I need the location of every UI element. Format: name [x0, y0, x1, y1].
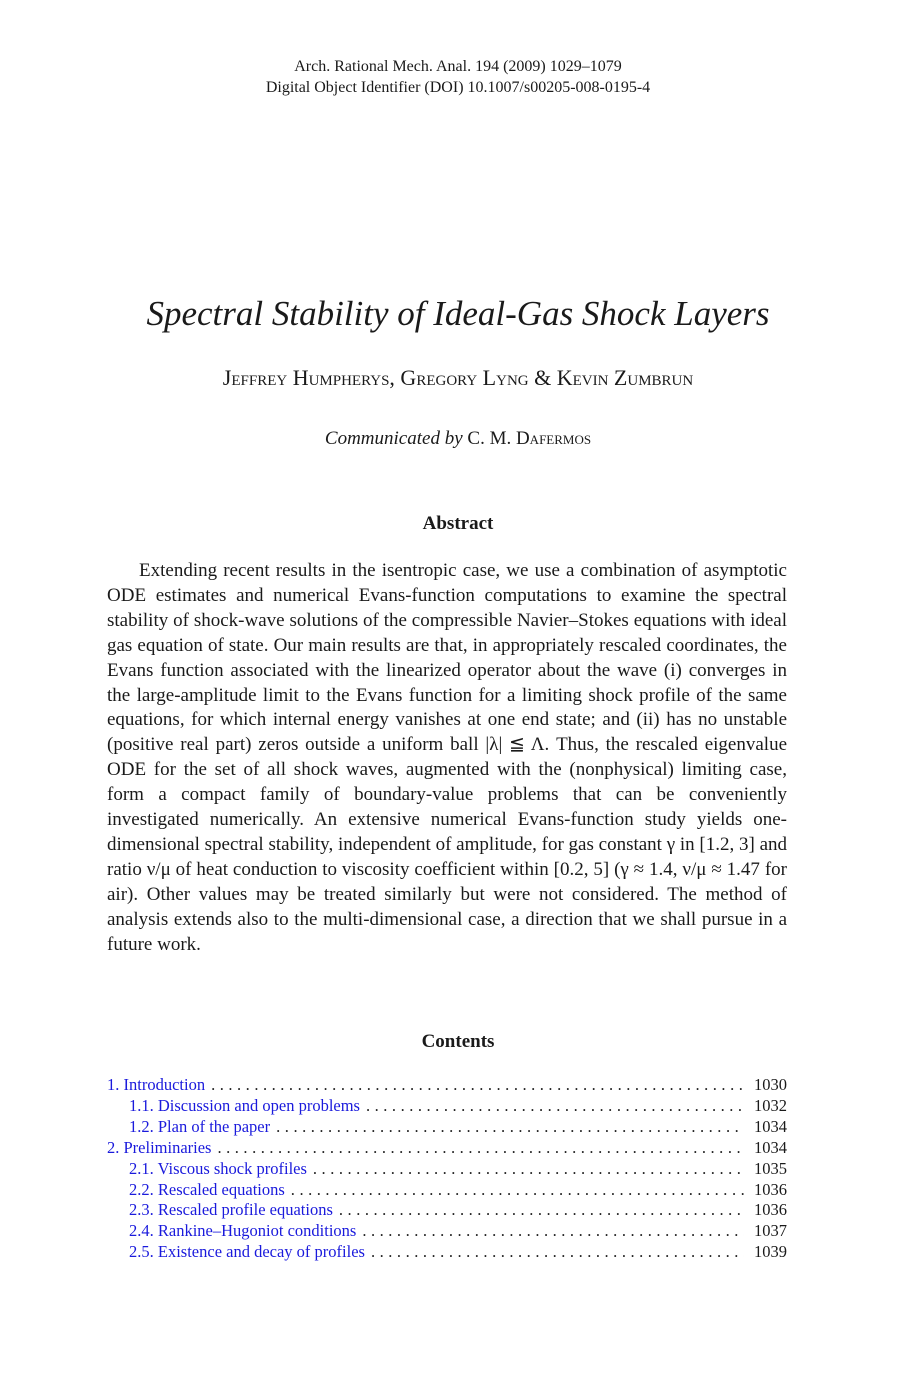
- toc-page-number: 1039: [754, 1242, 787, 1262]
- abstract-heading: Abstract: [422, 513, 494, 534]
- author-list: Jeffrey Humpherys, Gregory Lyng & Kevin Zumbrun: [222, 365, 694, 390]
- toc-entry[interactable]: [107, 1180, 787, 1201]
- toc-link[interactable]: 1.2. Plan of the paper: [129, 1116, 271, 1136]
- toc-entry[interactable]: [107, 1117, 787, 1138]
- toc-dot-leader: [291, 1180, 744, 1201]
- toc-dot-leader: [366, 1096, 744, 1117]
- toc-entry-label-wrapper: [107, 1096, 360, 1117]
- toc-dot-leader: [313, 1159, 744, 1180]
- toc-entry[interactable]: [107, 1075, 787, 1096]
- toc-entry[interactable]: [107, 1159, 787, 1180]
- table-of-contents: [107, 1075, 787, 1263]
- toc-page-number: 1035: [754, 1158, 787, 1178]
- toc-entry[interactable]: [107, 1200, 787, 1221]
- doi-line: Digital Object Identifier (DOI) 10.1007/s00205-008-0195-4: [265, 79, 651, 96]
- toc-page-number: 1034: [754, 1137, 787, 1157]
- toc-entry-label-wrapper: [107, 1159, 307, 1180]
- toc-page-number: 1032: [754, 1095, 787, 1115]
- toc-entry-label-wrapper: [107, 1221, 356, 1242]
- toc-entry-label-wrapper: [107, 1138, 211, 1159]
- journal-header: [0, 56, 916, 98]
- toc-page-number: 1030: [754, 1075, 787, 1094]
- toc-page-number: 1034: [754, 1116, 787, 1136]
- contents-heading: Contents: [421, 1031, 495, 1052]
- toc-link[interactable]: 2.3. Rescaled profile equations: [129, 1200, 333, 1220]
- toc-link[interactable]: 2. Preliminaries: [107, 1137, 212, 1157]
- communicating-editor: C. M. Dafermos: [467, 428, 592, 449]
- toc-dot-leader: [276, 1117, 744, 1138]
- toc-entry-label-wrapper: [107, 1075, 205, 1096]
- toc-link[interactable]: 1.1. Discussion and open problems: [129, 1095, 360, 1115]
- communicated-prefix: Communicated by: [324, 428, 463, 449]
- paper-title: Spectral Stability of Ideal-Gas Shock Layers: [146, 294, 770, 333]
- toc-dot-leader: [371, 1242, 744, 1263]
- toc-entry-label-wrapper: [107, 1180, 285, 1201]
- journal-citation: Arch. Rational Mech. Anal. 194 (2009) 1029–1079: [294, 58, 622, 75]
- toc-entry-label-wrapper: [107, 1200, 333, 1221]
- communicated-by: [0, 427, 916, 451]
- toc-dot-leader: [217, 1138, 744, 1159]
- abstract-text: Extending recent results in the isentropic case, we use a combination of asymptotic ODE estimates and numerical Evans-function computations to examine the spectral stability of shock-wave solutions of the compressible Navier–Stokes equations with ideal gas equation of state. Our main results are that, in appropriately rescaled coordinates, the Evans function associated with the linearized operator about the wave (i) converges in the large-amplitude limit to the Evans function for a limiting shock profile of the same equations, for which internal energy vanishes at one end state; and (ii) has no unstable (positive real part) zeros outside a uniform ball |λ| ≦ Λ. Thus, the rescaled eigenvalue ODE for the set of all shock waves, augmented with the (nonphysical) limiting case, form a compact family of boundary-value problems that can be conveniently investigated numerically. An extensive numerical Evans-function study yields one-dimensional spectral stability, independent of amplitude, for gas constant γ in [1.2, 3] and ratio ν/μ of heat conduction to viscosity coefficient within [0.2, 5] (γ ≈ 1.4, ν/μ ≈ 1.47 for air). Other values may be treated similarly but were not considered. The method of analysis extends also to the multi-dimensional case, a direction that we shall pursue in a future work.: [107, 560, 787, 955]
- toc-link[interactable]: 1. Introduction: [107, 1075, 206, 1094]
- toc-page-number: 1036: [754, 1200, 787, 1220]
- toc-entry[interactable]: [107, 1242, 787, 1263]
- toc-dot-leader: [211, 1075, 744, 1096]
- toc-page-number: 1036: [754, 1179, 787, 1199]
- toc-entry[interactable]: [107, 1096, 787, 1117]
- toc-link[interactable]: 2.5. Existence and decay of profiles: [129, 1242, 365, 1262]
- toc-link[interactable]: 2.4. Rankine–Hugoniot conditions: [129, 1221, 357, 1241]
- toc-link[interactable]: 2.2. Rescaled equations: [129, 1179, 285, 1199]
- toc-entry-label-wrapper: [107, 1117, 270, 1138]
- toc-entry[interactable]: [107, 1221, 787, 1242]
- toc-link[interactable]: 2.1. Viscous shock profiles: [129, 1158, 307, 1178]
- toc-dot-leader: [362, 1221, 744, 1242]
- toc-entry[interactable]: [107, 1138, 787, 1159]
- toc-page-number: 1037: [754, 1221, 787, 1241]
- toc-dot-leader: [339, 1200, 744, 1221]
- toc-entry-label-wrapper: [107, 1242, 365, 1263]
